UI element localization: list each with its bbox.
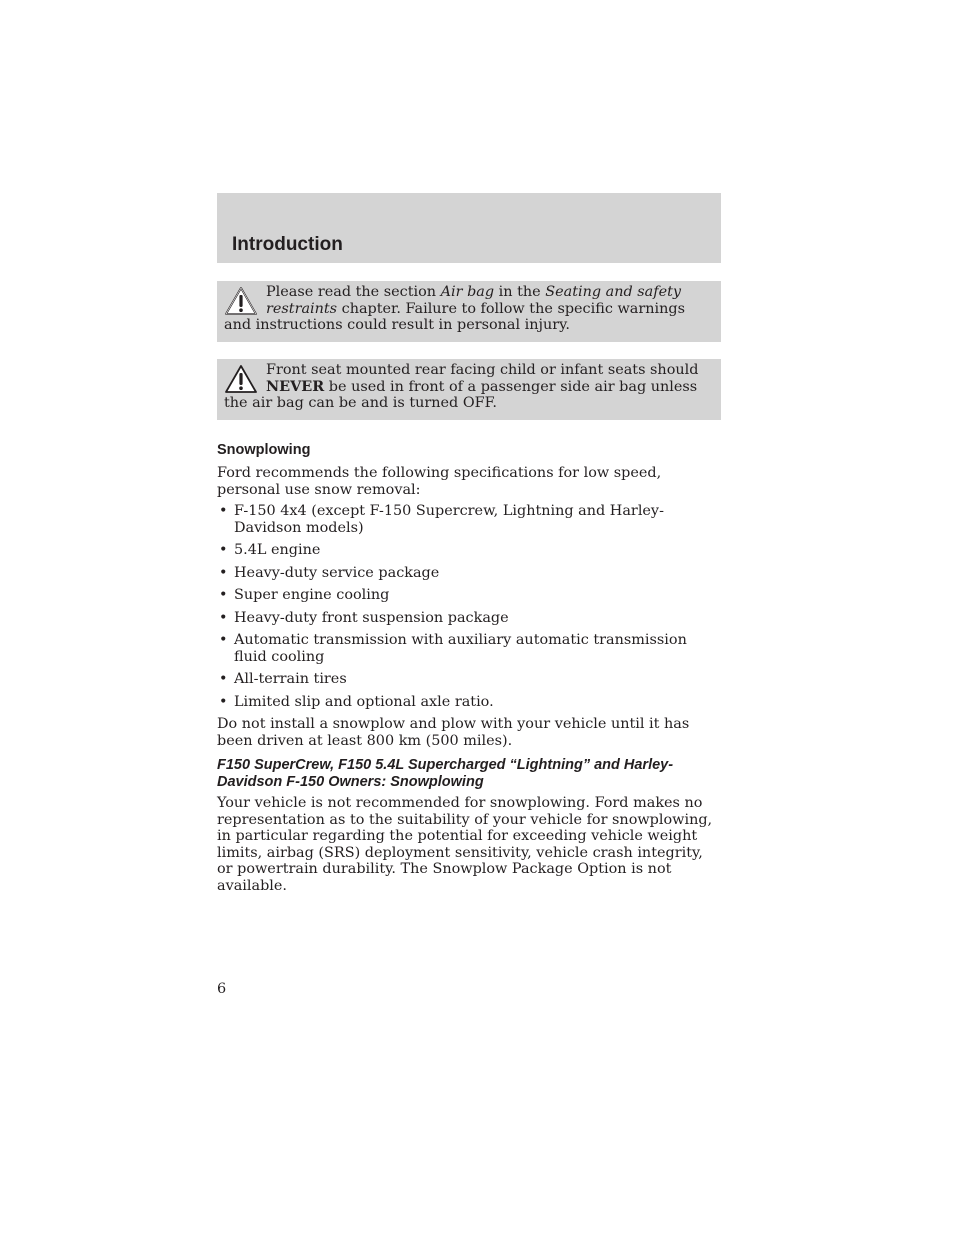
warning-box-airbag	[217, 281, 721, 342]
page-number: 6	[217, 981, 227, 997]
list-item: • Limited slip and optional axle ratio.	[217, 694, 721, 711]
supercrew-body: Your vehicle is not recommended for snowplowing. Ford makes no representation as to the suitability of your vehicle for snowplowing, in particular regarding the potential for exceeding vehicle weight limits, airbag (SRS) deployment sensitivity, vehicle crash integrity, or powertrain durability. The Snowplow Package Option is not available.	[217, 795, 713, 894]
warning-text-run: be used in front of a passenger side air bag unless the air bag can be and is turned OFF.	[224, 378, 698, 411]
list-item: • Super engine cooling	[217, 587, 721, 604]
warning-triangle-icon	[224, 286, 260, 316]
supercrew-heading: F150 SuperCrew, F150 5.4L Supercharged “Lightning” and Harley-Davidson F-150 Owners: Snowplowing	[217, 757, 674, 790]
snowplowing-intro: Ford recommends the following specifications for low speed, personal use snow removal:	[217, 465, 662, 498]
list-item: • Automatic transmission with auxiliary automatic transmission fluid cooling	[217, 632, 721, 665]
warning-text	[224, 284, 715, 334]
list-item: • Heavy-duty front suspension package	[217, 610, 721, 627]
warning-text-run: Please read the section	[266, 284, 441, 300]
snowplowing-note: Do not install a snowplow and plow with your vehicle until it has been driven at least 800 km (500 miles).	[217, 716, 690, 749]
section-header	[217, 193, 721, 263]
warning-box-child-seat	[217, 359, 721, 420]
warning-triangle-icon	[224, 364, 260, 394]
warning-text-run: NEVER	[266, 377, 325, 395]
list-item: • 5.4L engine	[217, 542, 721, 559]
warning-text-run: Air bag	[440, 284, 495, 300]
list-item: • All-terrain tires	[217, 671, 721, 688]
warning-text-run: in the	[494, 284, 546, 300]
warning-text-run: Front seat mounted rear facing child or infant seats should	[266, 362, 699, 378]
warning-text	[224, 362, 715, 412]
spec-list	[217, 503, 721, 710]
main-content	[217, 438, 721, 894]
warning-text-run: chapter. Failure to follow the specific warnings and instructions could result in personal injury.	[224, 300, 685, 333]
section-title: Introduction	[232, 234, 343, 255]
list-item: • Heavy-duty service package	[217, 565, 721, 582]
list-item: • F-150 4x4 (except F-150 Supercrew, Lightning and Harley-Davidson models)	[217, 503, 721, 536]
warning-text-run: Seating and safety restraints	[266, 284, 681, 317]
snowplowing-heading: Snowplowing	[217, 442, 311, 458]
